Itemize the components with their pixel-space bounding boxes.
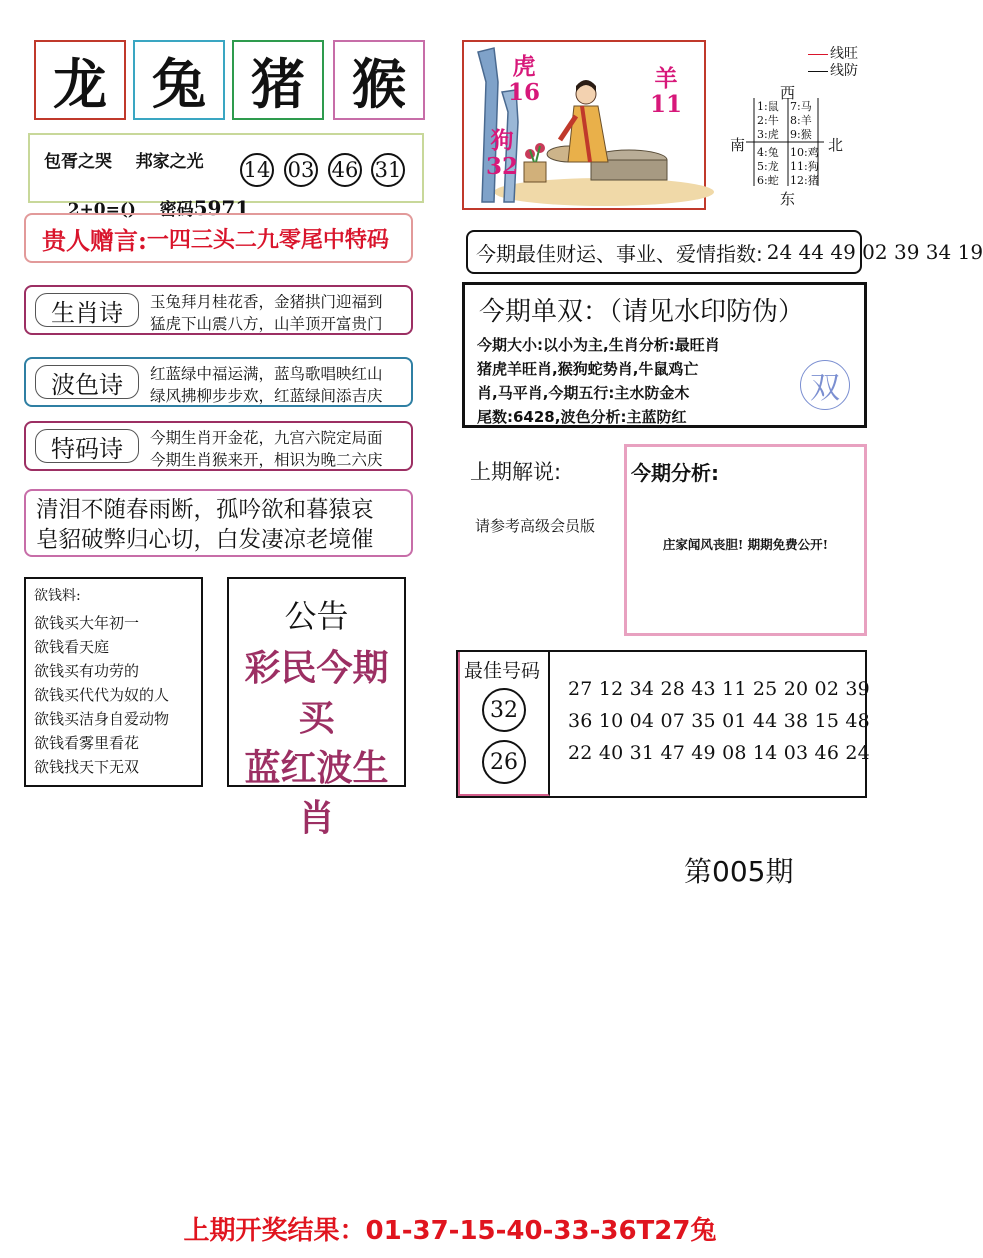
zodiac-poem-box (24, 285, 413, 335)
best-circle: 32 (482, 688, 526, 732)
want-money-title: 欲钱料: (34, 588, 81, 604)
best-numbers-title: 最佳号码 (464, 660, 541, 682)
dog-name: 狗 (490, 127, 514, 154)
notice-line: 彩民今期买 (244, 647, 389, 739)
want-money-item: 欲钱买洁身自爱动物 (34, 710, 170, 728)
best-numbers-box (456, 650, 870, 798)
sheep-number: 11 (650, 91, 683, 118)
compass-west: 西 (780, 84, 796, 102)
compass-diagram (726, 40, 886, 210)
notice-title: 公告 (284, 597, 349, 635)
circle-number: 46 (328, 153, 362, 187)
special-code-poem-box (24, 421, 413, 471)
want-money-item: 欲钱看天庭 (34, 638, 110, 656)
poem-line: 今期生肖猴来开，相识为晚二六庆 (150, 451, 383, 469)
circle-number: 14 (240, 153, 274, 187)
zodiac-box-dragon: 龙 (34, 40, 126, 120)
want-money-item: 欲钱买大年初一 (34, 614, 140, 632)
lucky-index-label: 今期最佳财运、事业、爱情指数: (476, 241, 763, 266)
compass-east: 东 (780, 190, 796, 208)
couplet-line: 清泪不随春雨断，孤吟欲和暮猿哀 (36, 497, 374, 523)
poem-tag: 波色诗 (35, 365, 139, 399)
millstone-body (591, 160, 667, 180)
poem-line: 猛虎下山震八方，山羊顶开富贵门 (150, 315, 383, 333)
poem-tag: 特码诗 (35, 429, 139, 463)
best-numbers-row: 36 10 04 07 35 01 44 38 15 48 (568, 710, 870, 732)
zodiac-box-monkey: 猴 (333, 40, 425, 120)
analysis-text: 庄家闻风丧胆! 期期免费公开! (662, 537, 829, 552)
tiger-number: 16 (508, 79, 541, 106)
best-circle: 26 (482, 740, 526, 784)
notice-body (229, 643, 404, 843)
analysis-line: 今期大小:以小为主,生肖分析:最旺肖 (477, 336, 720, 354)
dog-number: 32 (486, 153, 519, 180)
poem-line: 绿风拂柳步步欢，红蓝绿间添吉庆 (150, 387, 383, 405)
last-period-title: 上期解说: (470, 460, 562, 484)
sheep-label (650, 66, 682, 118)
want-money-item: 欲钱买有功劳的 (34, 662, 140, 680)
compass-south: 南 (730, 136, 746, 154)
sheep-name: 羊 (654, 65, 678, 92)
period-label: 第005期 (684, 855, 794, 888)
compass-north: 北 (828, 136, 844, 154)
legend-item-fang: 线防 (808, 63, 858, 80)
flower-pot (524, 162, 546, 182)
notice-line: 蓝红波生肖 (244, 747, 389, 839)
last-period-note: 请参考高级会员版 (475, 517, 596, 535)
double-watermark: 双 (800, 360, 850, 410)
poem-line: 红蓝绿中福运满，蓝鸟歌唱映红山 (150, 365, 383, 383)
info-password: 5971 (193, 196, 250, 220)
tiger-label (508, 54, 540, 106)
single-double-box (462, 282, 867, 428)
single-double-title: 今期单双：（请见水印防伪） (479, 297, 805, 327)
info-equation: 2+0=() 密码 (67, 200, 194, 220)
couplet-box (24, 489, 413, 557)
want-money-item: 欲钱找天下无双 (34, 758, 140, 776)
analysis-title: 今期分析: (631, 461, 719, 485)
zodiac-box-pig: 猪 (232, 40, 324, 120)
compass-col-2: 7:马 8:羊 9:猴 10:鸡 11:狗 12:猪 (790, 100, 819, 187)
circle-number: 03 (284, 153, 318, 187)
want-money-box (24, 577, 203, 787)
gift-words-text: 一四三头二九零尾中特码 (146, 227, 389, 253)
best-numbers-left (458, 652, 550, 796)
gift-words-box (24, 213, 413, 263)
circle-number: 31 (371, 153, 405, 187)
lucky-index-box (466, 230, 983, 274)
poem-line: 今期生肖开金花，九宫六院定局面 (150, 429, 383, 447)
gift-words-label: 贵人赠言: (42, 225, 147, 255)
lucky-index-numbers: 24 44 49 02 39 34 19 (766, 240, 983, 264)
dog-label (486, 128, 518, 180)
analysis-box (624, 444, 867, 636)
info-riddle: 包胥之哭 邦家之光 (44, 152, 204, 172)
legend-item-wang: 线旺 (808, 46, 858, 63)
last-result: 上期开奖结果：01-37-15-40-33-36T27兔 (183, 1216, 717, 1246)
poem-tag: 生肖诗 (35, 293, 139, 327)
best-numbers-row: 22 40 31 47 49 08 14 03 46 24 (568, 742, 870, 764)
analysis-line: 猪虎羊旺肖,猴狗蛇势肖,牛鼠鸡亡 (477, 360, 699, 378)
best-numbers-row: 27 12 34 28 43 11 25 20 02 39 (568, 678, 870, 700)
illustration-box (462, 40, 706, 210)
couplet-line: 皂貂破弊归心切，白发凄凉老境催 (36, 527, 374, 553)
want-money-item: 欲钱买代代为奴的人 (34, 686, 170, 704)
info-box (28, 133, 424, 220)
notice-box (227, 577, 406, 839)
want-money-item: 欲钱看雾里看花 (34, 734, 140, 752)
analysis-line: 肖,马平肖,今期五行:主水防金木 (477, 384, 690, 402)
analysis-line: 尾数:6428,波色分析:主蓝防红 (477, 408, 687, 426)
tiger-name: 虎 (512, 53, 536, 80)
poem-line: 玉兔拜月桂花香，金猪拱门迎福到 (150, 293, 383, 311)
compass-col-1: 1:鼠 2:牛 3:虎 4:兔 5:龙 6:蛇 (757, 100, 779, 187)
zodiac-box-rabbit: 兔 (133, 40, 225, 120)
wave-color-poem-box (24, 357, 413, 407)
